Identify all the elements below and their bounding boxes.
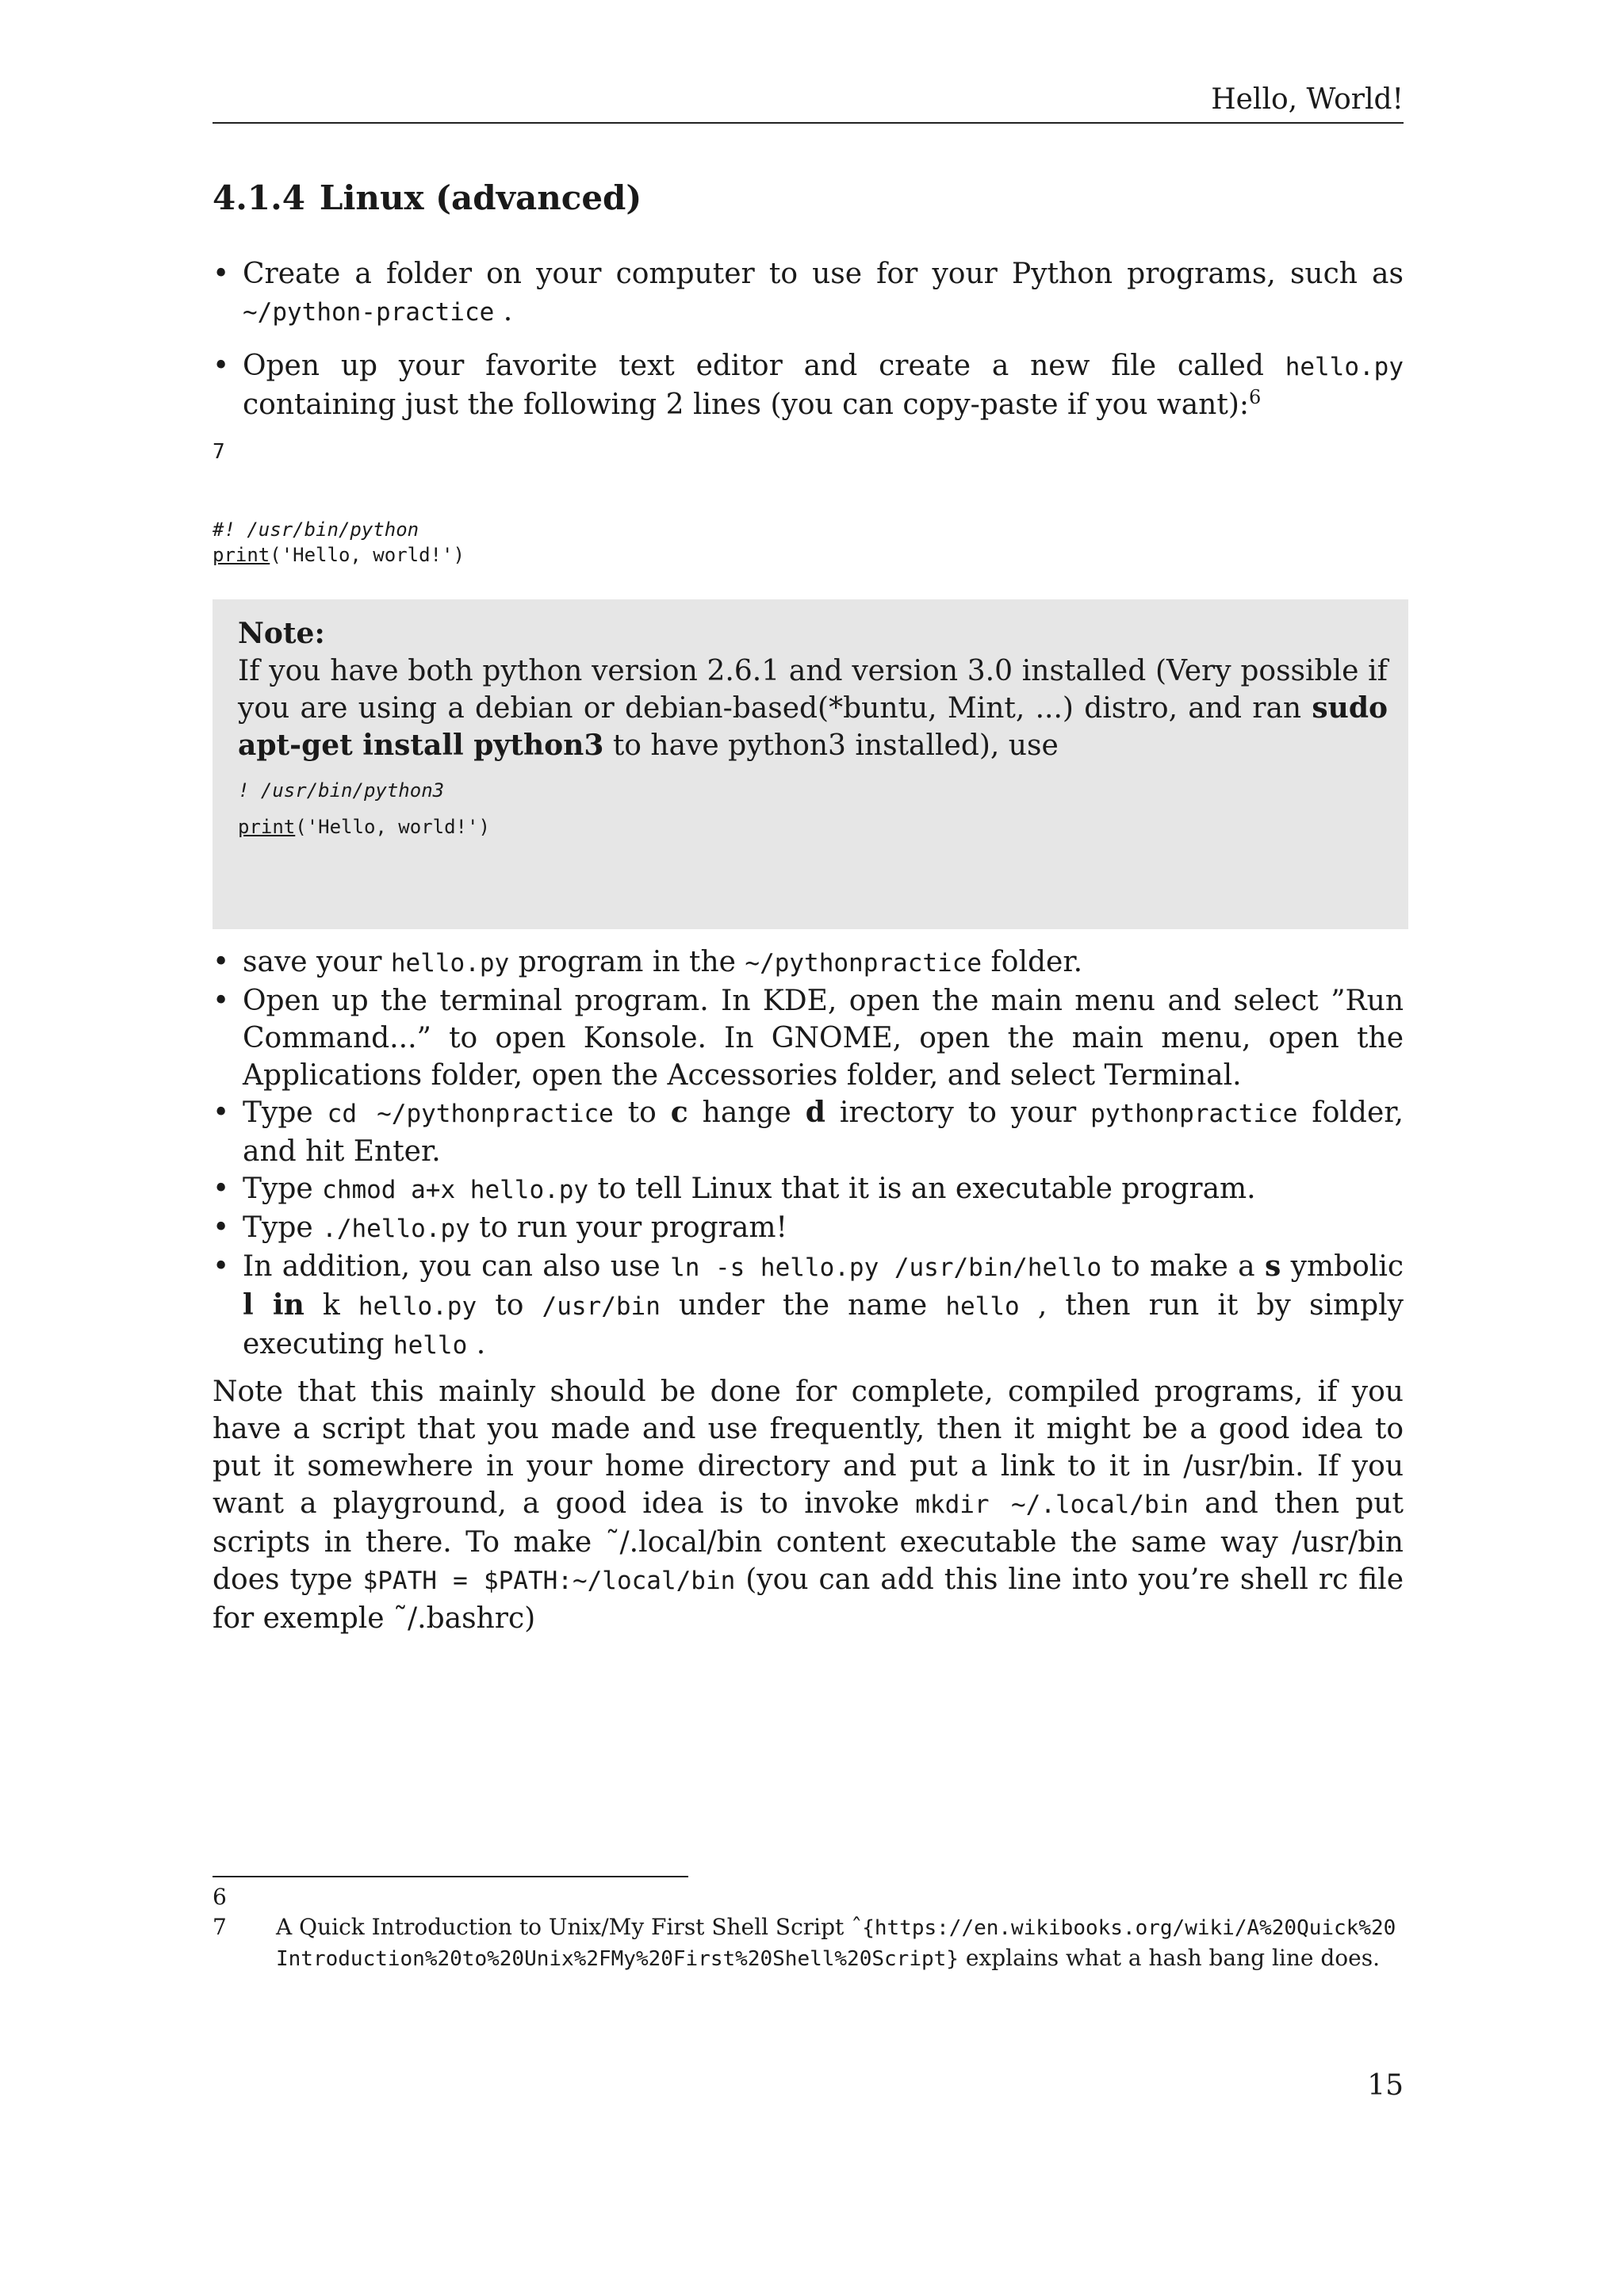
inline-code: ln -s hello.py /usr/bin/hello [670,1253,1102,1282]
note-box [213,599,1408,929]
footnote-rule [213,1876,688,1877]
bullet-icon: • [213,946,230,978]
code-block [213,517,465,568]
bullet-icon: • [213,1173,230,1205]
inline-code: chmod a+x hello.py [322,1176,589,1204]
item-text: . [467,1328,486,1360]
bullet-icon: • [213,350,230,382]
footnote-number: 7 [213,1914,227,1940]
code-args: ('Hello, world!') [270,544,465,566]
bold-letter: l in [243,1288,304,1322]
list-item [213,1170,1404,1209]
item-text: folder, and hit Enter. [243,1096,1404,1168]
item-text: hange [688,1096,806,1129]
note-content [238,615,1388,851]
footnote-marker-7: 7 [213,440,225,464]
item-text: to tell Linux that it is an executable program. [588,1173,1256,1205]
inline-code: hello.py [1285,353,1404,381]
footnote-6 [213,1882,1404,1912]
note-code-shebang: ! /usr/bin/python3 [238,779,445,802]
footnotes [213,1882,1404,1974]
inline-code: mkdir ~/.local/bin [915,1490,1189,1519]
bold-letter: d [805,1096,825,1129]
item-text: irectory to your [825,1096,1091,1129]
item-text: Create a folder on your computer to use for your Python programs, such as [243,258,1404,290]
note-code-block [238,779,1388,839]
footnote-text: explains what a hash bang line does. [958,1945,1381,1971]
item-text: folder. [982,946,1083,978]
footnote-7 [213,1912,1404,1974]
inline-code: $PATH = $PATH:~/local/bin [362,1567,736,1595]
item-text: In addition, you can also use [243,1250,671,1283]
paragraph-text: Note that this mainly should be done for complete, compiled programs, if you have a script that you made and use frequently, then it might be a good idea to put it somewhere in your home directory and put a link to it in /usr/bin. If you want a playground, a good idea is to invoke [213,1376,1404,1520]
list-item [213,255,1404,331]
note-code-print [238,815,1388,839]
item-text: to [613,1096,671,1129]
item-text: save your [243,946,391,978]
item-text: , then run it by simply executing [243,1289,1404,1360]
footnote-number: 6 [213,1884,227,1910]
code-keyword: print [238,816,296,838]
inline-code: pythonpractice [1090,1100,1298,1128]
inline-code: hello [393,1331,468,1360]
list-item [213,943,1404,982]
bullet-icon: • [213,1211,230,1244]
code-shebang-line: #! /usr/bin/python [213,519,419,541]
bullet-list-2 [213,943,1404,1364]
item-text: k [304,1289,358,1322]
item-text: to run your program! [469,1211,787,1244]
page-number: 15 [1367,2069,1404,2102]
item-text: under the name [660,1289,946,1322]
bullet-icon: • [213,1250,230,1283]
bullet-icon: • [213,985,230,1017]
item-text: Open up your favorite text editor and create a new file called [243,350,1285,382]
item-text: Type [243,1211,323,1244]
item-text: ymbolic [1281,1250,1404,1283]
inline-code: hello.py [358,1292,477,1321]
note-title: Note: [238,617,325,650]
item-text: to make a [1101,1250,1265,1283]
item-text: containing just the following 2 lines (you can copy-paste if you want): [243,388,1249,421]
footnote-text: A Quick Introduction to Unix/My First Shell Script ˆ [276,1914,863,1940]
item-text: program in the [509,946,745,978]
list-item [213,1094,1404,1170]
footnote-ref-6[interactable]: 6 [1249,386,1262,408]
code-keyword: print [213,544,270,566]
closing-paragraph [213,1373,1404,1637]
item-text: Type [243,1096,327,1129]
note-text-part: If you have both python version 2.6.1 and version 3.0 installed (Very possible if you are using a debian or debian-based(*buntu, Mint, ...) distro, and ran [238,655,1388,725]
bullet-list-1 [213,255,1404,439]
note-text [238,652,1388,764]
paragraph-text: (you can add this line into you’re shell rc file for exemple ˜/.bashrc) [213,1563,1404,1635]
item-text: . [494,295,513,327]
section-number: 4.1.4 [213,178,305,217]
note-text-part: to have python3 installed), use [603,729,1059,762]
bullet-icon: • [213,258,230,290]
inline-code: /usr/bin [542,1292,661,1321]
list-item [213,1248,1404,1364]
inline-code: cd ~/pythonpractice [327,1100,614,1128]
note-command: sudo apt-get install python3 [238,691,1388,762]
header-rule [213,122,1404,124]
section-title: Linux (advanced) [319,178,642,217]
bold-letter: s [1264,1249,1281,1283]
code-print-line [213,542,465,568]
footnote-link[interactable]: {https://en.wikibooks.org/wiki/A%20Quick%20Introduction%20to%20Unix%2FMy%20First%20Shell%20Script} [276,1916,1396,1971]
section-heading [213,176,642,220]
inline-code: ./hello.py [322,1215,470,1243]
inline-code: hello [945,1292,1020,1321]
bold-letter: c [670,1096,688,1129]
inline-code: ~/pythonpractice [745,949,982,978]
item-text: Open up the terminal program. In KDE, open the main menu and select ”Run Command...” to open Konsole. In GNOME, open the main menu, open the Applications folder, open the Accessories folder, and select Terminal. [243,985,1404,1092]
code-args: ('Hello, world!') [295,816,490,838]
inline-code: hello.py [390,949,510,978]
running-header: Hello, World! [1211,83,1404,116]
paragraph-text: and then put scripts in there. To make ˜/.local/bin content executable the same way /usr/bin does type [213,1487,1404,1596]
list-item [213,1209,1404,1248]
item-text: to [477,1289,542,1322]
list-item [213,347,1404,423]
bullet-icon: • [213,1096,230,1129]
list-item [213,982,1404,1094]
inline-code: ~/python-practice [243,298,495,327]
item-text: Type [243,1173,323,1205]
